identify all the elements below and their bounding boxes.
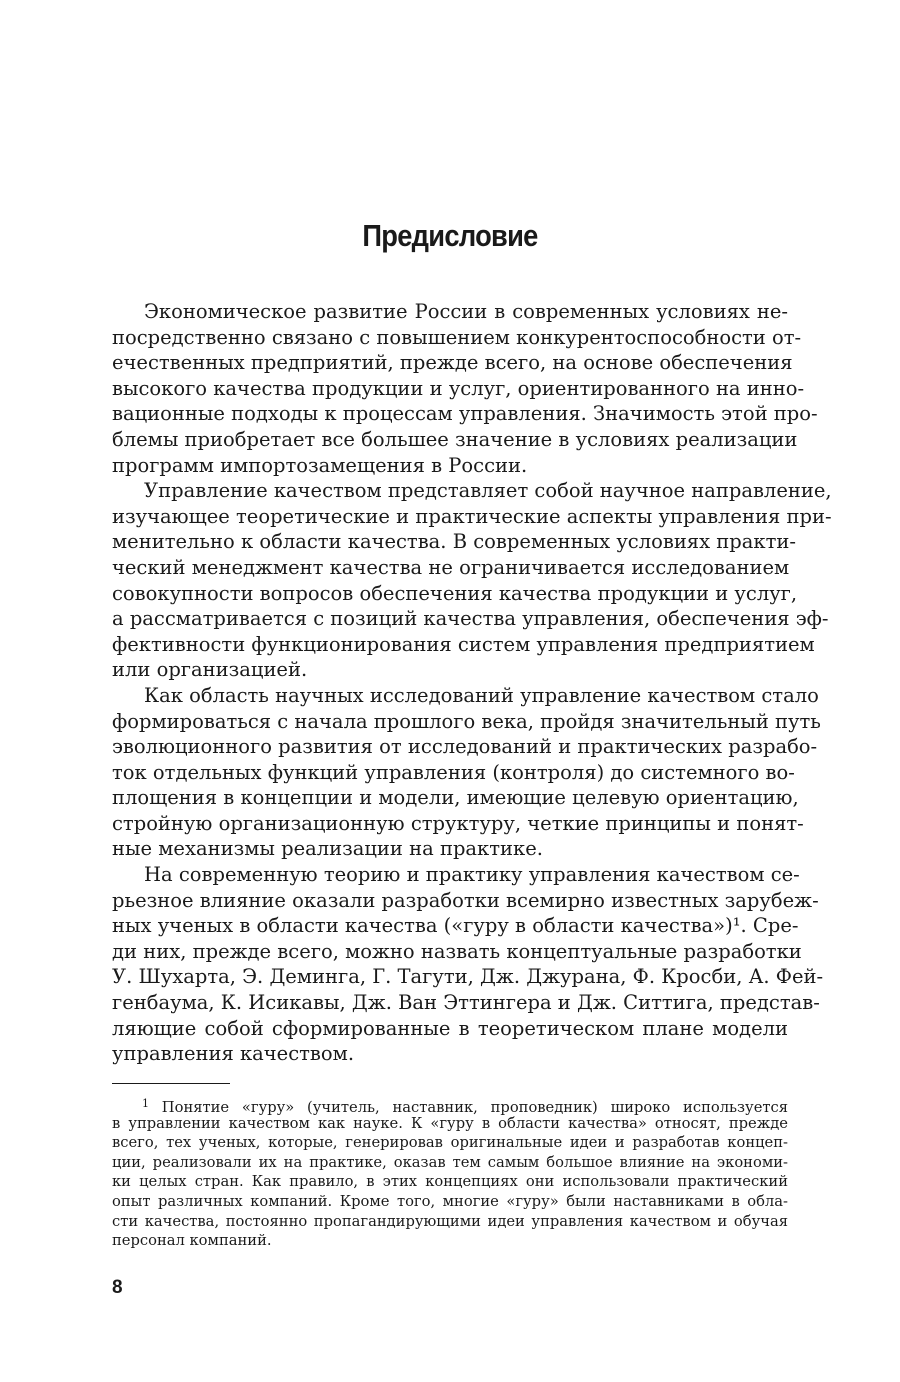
paragraph-line: ляющие собой сформированные в теоретическом плане модели xyxy=(112,1016,788,1040)
footnote-line: сти качества, постоянно пропагандирующими идеи управления качеством и обучая xyxy=(112,1212,788,1230)
paragraph-line: генбаума, К. Исикавы, Дж. Ван Эттингера и Дж. Ситтига, представ- xyxy=(112,991,820,1015)
paragraph-line: Управление качеством представляет собой научное направление, xyxy=(144,479,832,503)
page-title: Предисловие xyxy=(362,218,538,253)
paragraph-line: ные механизмы реализации на практике. xyxy=(112,837,543,861)
page-number: 8 xyxy=(112,1277,123,1298)
footnote-divider xyxy=(112,1083,230,1084)
paragraph xyxy=(112,299,818,478)
paragraph-line: формироваться с начала прошлого века, пройдя значительный путь xyxy=(112,709,821,733)
paragraph-line: ческий менеджмент качества не ограничивается исследованием xyxy=(112,555,790,579)
paragraph-line: площения в концепции и модели, имеющие целевую ориентацию, xyxy=(112,786,799,810)
footnote-marker: 1 xyxy=(142,1097,149,1110)
paragraph xyxy=(112,683,821,862)
paragraph-line: менительно к области качества. В современных условиях практи- xyxy=(112,530,796,554)
paragraph-line: ных ученых в области качества («гуру в области качества»)¹. Сре- xyxy=(112,914,799,938)
footnote-line: ции, реализовали их на практике, оказав тем самым большое влияние на экономи- xyxy=(112,1153,788,1171)
paragraph-line: или организацией. xyxy=(112,658,308,682)
paragraph-line: ток отдельных функций управления (контроля) до системного во- xyxy=(112,760,795,784)
paragraph-line: Экономическое развитие России в современных условиях не- xyxy=(144,300,788,323)
paragraph-line: программ импортозамещения в России. xyxy=(112,453,528,477)
paragraph-line: У. Шухарта, Э. Деминга, Г. Тагути, Дж. Джурана, Ф. Кросби, А. Фей- xyxy=(112,965,824,989)
footnote-line: всего, тех ученых, которые, генерировав оригинальные идеи и разработав концеп- xyxy=(112,1134,788,1152)
paragraph-line: На современную теорию и практику управления качеством се- xyxy=(144,863,800,887)
paragraph-line: управления качеством. xyxy=(112,1042,355,1066)
body-text xyxy=(112,299,832,1067)
footnote-line: ки целых стран. Как правило, в этих концепциях они использовали практический xyxy=(112,1173,788,1191)
paragraph-line: блемы приобретает все большее значение в условиях реализации xyxy=(112,427,798,451)
paragraph-line: изучающее теоретические и практические аспекты управления при- xyxy=(112,504,832,528)
paragraph-line: а рассматривается с позиций качества управления, обеспечения эф- xyxy=(112,607,829,631)
footnote-line: опыт различных компаний. Кроме того, многие «гуру» были наставниками в обла- xyxy=(112,1192,788,1210)
paragraph-line: ди них, прежде всего, можно назвать концептуальные разработки xyxy=(112,939,802,963)
paragraph-line: рьезное влияние оказали разработки всемирно известных зарубеж- xyxy=(112,888,819,912)
paragraph-line: совокупности вопросов обеспечения качества продукции и услуг, xyxy=(112,581,798,605)
footnotes xyxy=(112,1094,788,1251)
paragraph-line: высокого качества продукции и услуг, ориентированного на инно- xyxy=(112,376,805,400)
paragraph-line: Как область научных исследований управление качеством стало xyxy=(144,683,819,707)
paragraph-line: стройную организационную структуру, четкие принципы и понят- xyxy=(112,811,804,835)
footnote-line: персонал компаний. xyxy=(112,1232,272,1250)
paragraph-line: ечественных предприятий, прежде всего, на основе обеспечения xyxy=(112,351,793,375)
footnote-line xyxy=(112,1094,788,1114)
paragraph-line: посредственно связано с повышением конкурентоспособности от- xyxy=(112,325,802,349)
paragraph xyxy=(112,862,824,1067)
paragraph-line: фективности функционирования систем управления предприятием xyxy=(112,632,815,656)
footnote-text: Понятие «гуру» (учитель, наставник, проповедник) широко используется xyxy=(161,1099,788,1116)
paragraph-line: эволюционного развития от исследований и практических разрабо- xyxy=(112,735,818,759)
paragraph-line: вационные подходы к процессам управления. Значимость этой про- xyxy=(112,402,818,426)
paragraph xyxy=(112,478,832,683)
footnote-line: в управлении качеством как науке. К «гуру в области качества» относят, прежде xyxy=(112,1114,788,1132)
